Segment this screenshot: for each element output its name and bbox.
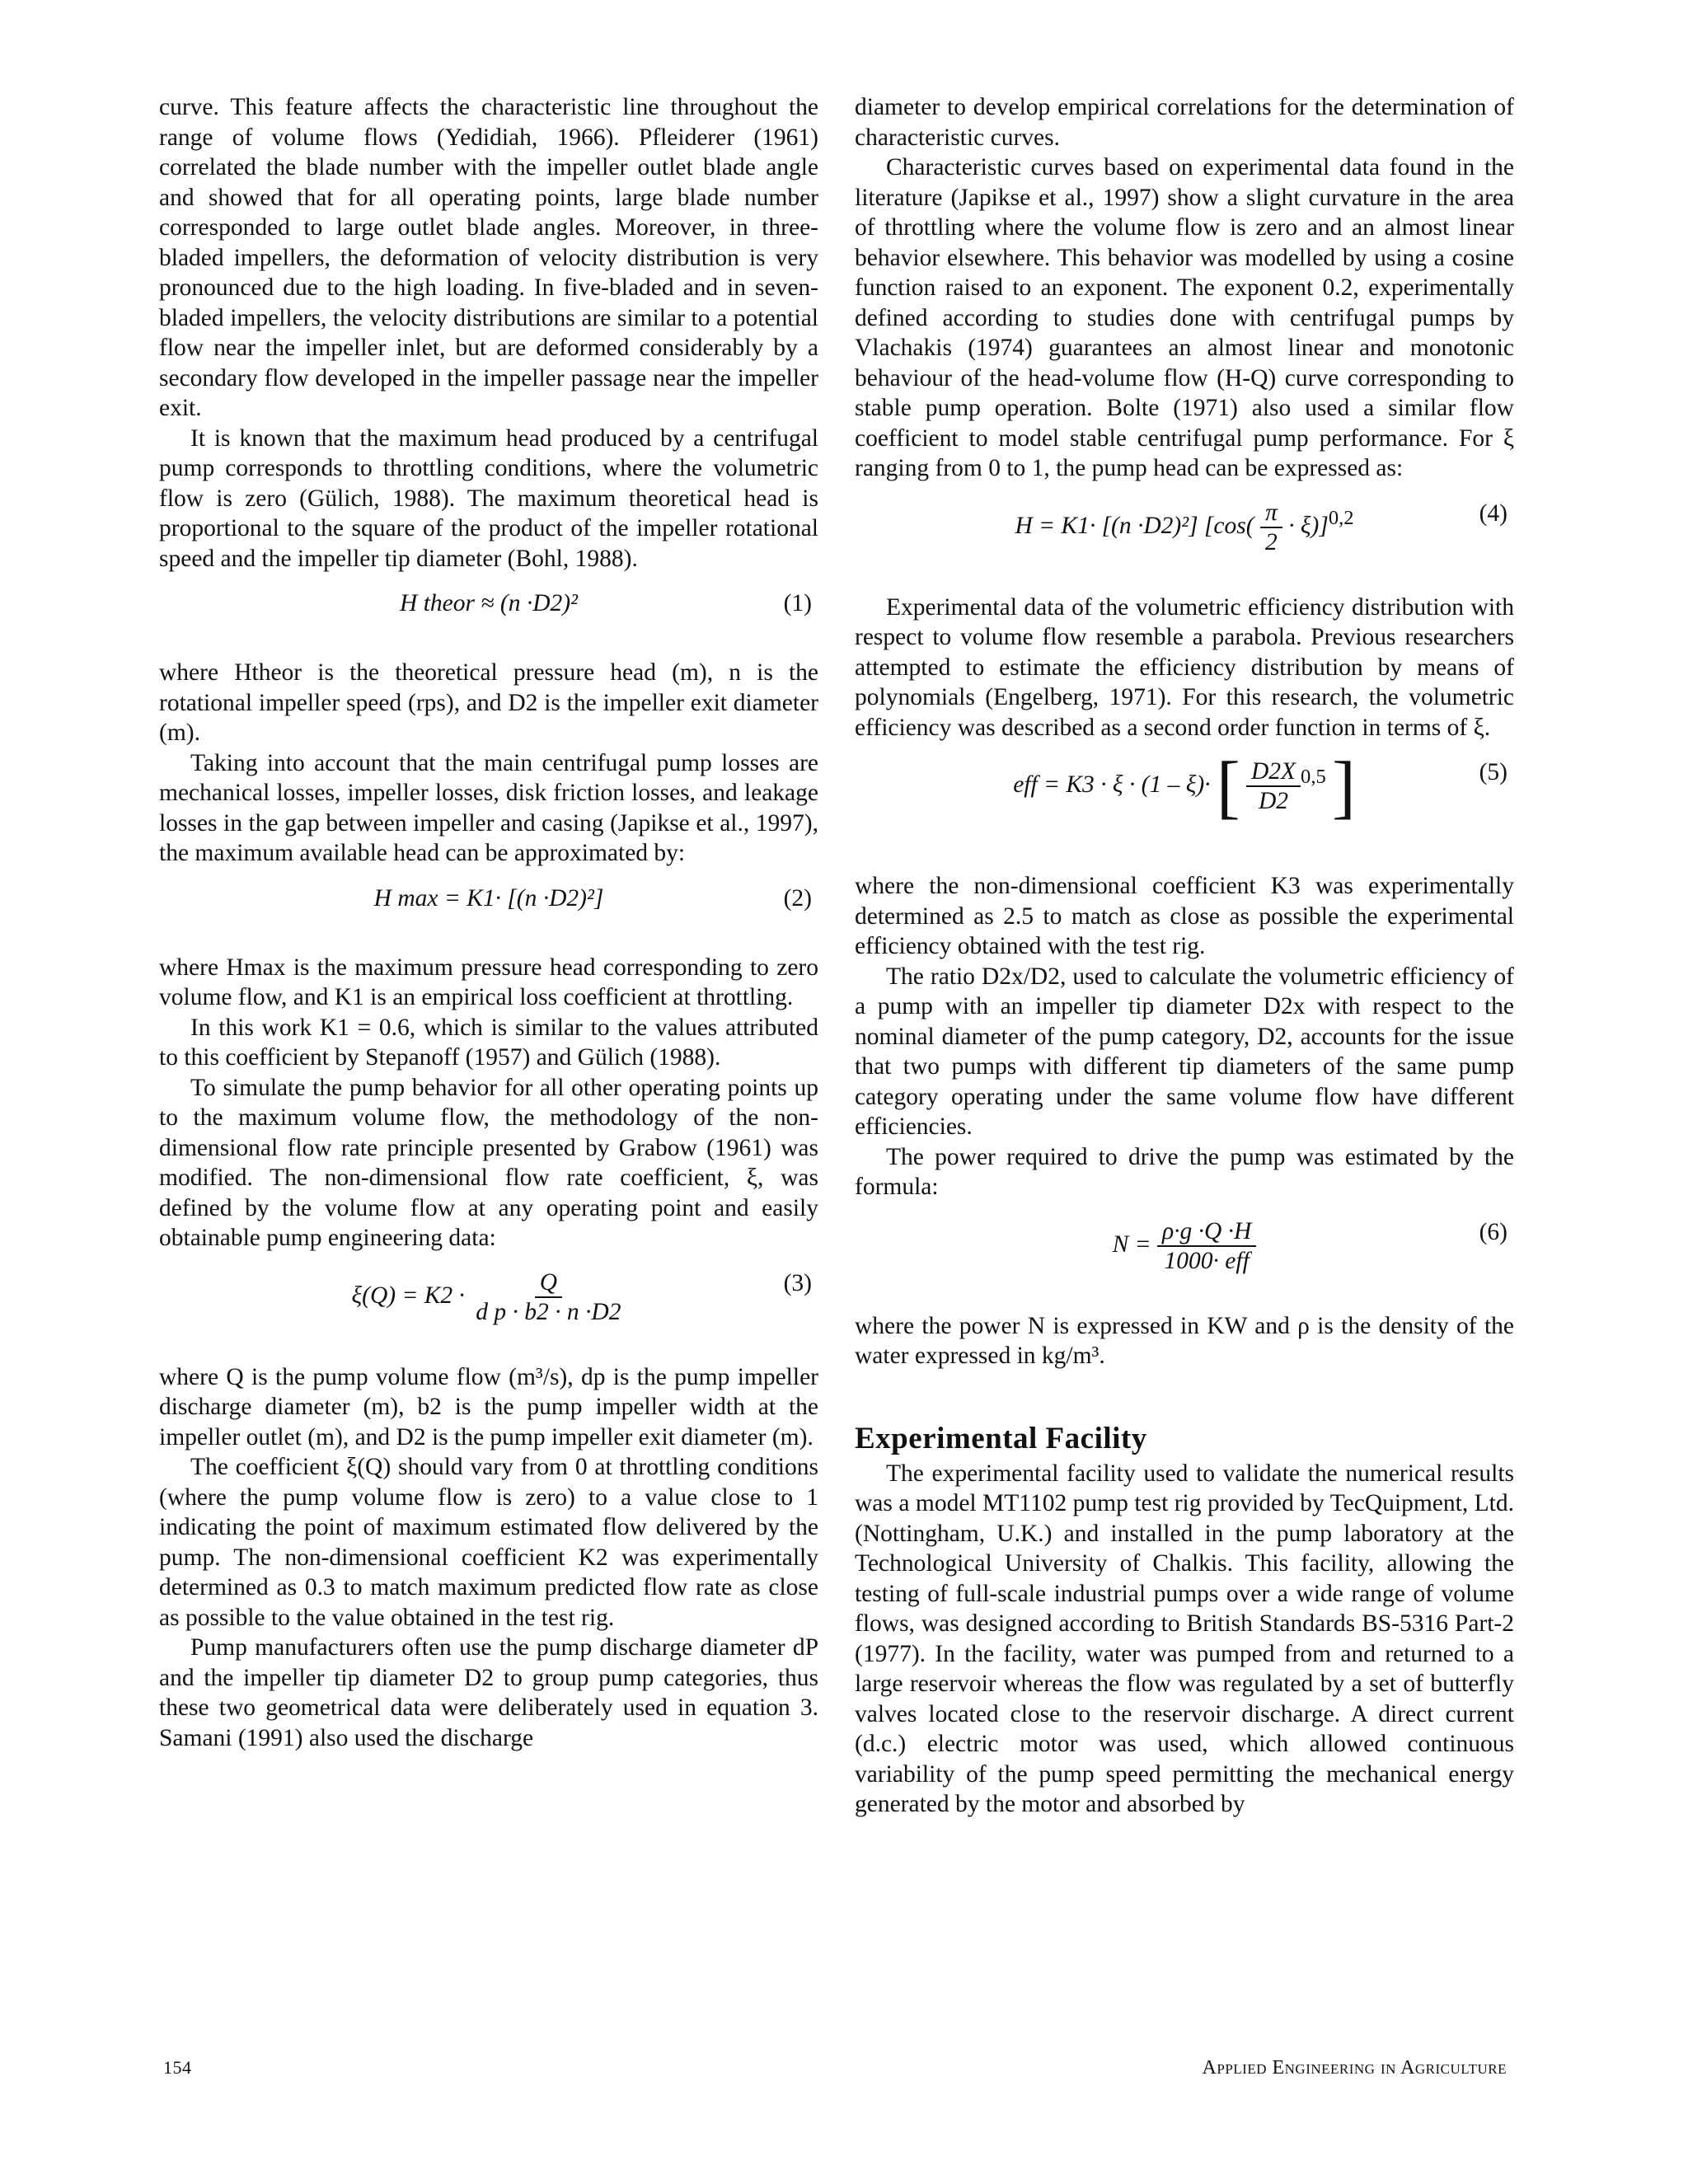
paragraph: where the power N is expressed in KW and ρ is the density of the water expressed in kg/m³. [855, 1312, 1514, 1369]
equation-1 [159, 588, 818, 646]
paragraph: where Hmax is the maximum pressure head corresponding to zero volume flow, and K1 is an empirical loss coefficient at throttling. [159, 954, 818, 1010]
paragraph: curve. This feature affects the characteristic line throughout the range of volume flows (Yedidiah, 1966). Pfleiderer (1961) correlated the blade number with the impeller outlet blade angle and showed that for all operating points, large blade number corresponded to large outlet blade angles. Moreover, in three-bladed impellers, the deformation of velocity distribution is very pronounced due to the high loading. In five-bladed and in seven-bladed impellers, the velocity distributions are similar to a potential flow near the impeller inlet, but are deformed considerably by a secondary flow developed in the impeller passage near the impeller exit. [159, 94, 818, 421]
equation-fraction [1246, 757, 1301, 815]
equation-3 [159, 1268, 818, 1351]
paragraph: Taking into account that the main centrifugal pump losses are mechanical losses, impeller losses, disk friction losses, and leakage losses in the gap between impeller and casing (Japikse et al., 1997), the maximum available head can be approximated by: [159, 749, 818, 866]
bracket-open: [ [1216, 747, 1240, 826]
equation-5 [855, 747, 1514, 860]
equation-fraction [471, 1268, 626, 1326]
equation-lhs: N = [1112, 1230, 1151, 1258]
equation-rhs: · ξ)] [1288, 512, 1329, 539]
equation-2 [159, 883, 818, 941]
fraction-numerator: ρ·g ·Q ·H [1157, 1217, 1256, 1247]
equation-exponent: 0,5 [1301, 765, 1326, 788]
page-number: 154 [163, 2057, 192, 2078]
equation-number: (2) [783, 884, 812, 912]
paragraph: where Htheor is the theoretical pressure head (m), n is the rotational impeller speed (rps), and D2 is the impeller exit diameter (m). [159, 659, 818, 746]
equation-fraction [1260, 499, 1282, 556]
fraction-denominator: 1000· eff [1164, 1247, 1250, 1274]
equation-exponent: 0,2 [1328, 506, 1354, 529]
equation-number: (5) [1479, 759, 1507, 785]
fraction-numerator: D2X [1246, 757, 1301, 787]
paragraph: Characteristic curves based on experimental data found in the literature (Japikse et al., 1997) show a slight curvature in the area of throttling where the volume flow is zero and an almost linear behavior elsewhere. This behavior was modelled by using a cosine function raised to an exponent. The exponent 0.2, experimentally defined according to studies done with centrifugal pumps by Vlachakis (1974) guarantees an almost linear and monotonic behaviour of the head-volume flow (H-Q) curve corresponding to stable pump operation. Bolte (1971) also used a similar flow coefficient to model stable centrifugal pump performance. For ξ ranging from 0 to 1, the pump head can be expressed as: [855, 154, 1514, 481]
equation-lhs: eff = K3 · ξ · (1 – ξ)· [1013, 771, 1211, 798]
paragraph: Pump manufacturers often use the pump discharge diameter dP and the impeller tip diameter D2 to group pump categories, thus these two geometrical data were deliberately used in equation 3. Samani (1991) also used the discharge [159, 1634, 818, 1751]
right-column [855, 92, 1514, 1820]
equation-expression: H max = K1· [(n ·D2)²] [373, 884, 604, 912]
left-column [159, 92, 818, 1753]
fraction-denominator: d p · b2 · n ·D2 [476, 1298, 621, 1325]
paragraph: The power required to drive the pump was estimated by the formula: [855, 1143, 1514, 1200]
fraction-numerator: Q [535, 1268, 562, 1298]
equation-number: (6) [1479, 1218, 1507, 1245]
section-heading: Experimental Facility [855, 1421, 1147, 1455]
equation-fraction [1157, 1217, 1256, 1275]
paragraph: To simulate the pump behavior for all other operating points up to the maximum volume flow, the methodology of the non-dimensional flow rate principle presented by Grabow (1961) was modified. The non-dimensional flow rate coefficient, ξ, was defined by the volume flow at any operating point and easily obtainable pump engineering data: [159, 1074, 818, 1251]
equation-number: (4) [1479, 499, 1507, 527]
paragraph: where Q is the pump volume flow (m³/s), dp is the pump impeller discharge diameter (m), b2 is the pump impeller width at the impeller outlet (m), and D2 is the pump impeller exit diameter (m). [159, 1363, 818, 1451]
equation-4 [855, 499, 1514, 581]
journal-name: Applied Engineering in Agriculture [1202, 2057, 1507, 2079]
equation-expression: H theor ≈ (n ·D2)² [400, 590, 578, 616]
equation-number: (1) [783, 590, 812, 616]
paragraph: diameter to develop empirical correlations for the determination of characteristic curves. [855, 94, 1514, 151]
paragraph: Experimental data of the volumetric efficiency distribution with respect to volume flow resemble a parabola. Previous researchers attempted to estimate the efficiency distribution by means of polynomials (Engelberg, 1971). For this research, the volumetric efficiency was described as a second order function in terms of ξ. [855, 593, 1514, 741]
fraction-denominator: 2 [1264, 528, 1278, 555]
paragraph: In this work K1 = 0.6, which is similar to the values attributed to this coefficient by Stepanoff (1957) and Gülich (1988). [159, 1014, 818, 1071]
equation-lhs: ξ(Q) = K2 · [351, 1282, 465, 1309]
equation-6 [855, 1217, 1514, 1300]
bracket-close: ] [1332, 747, 1356, 826]
paragraph: where the non-dimensional coefficient K3 was experimentally determined as 2.5 to match as close as possible the experimental efficiency obtained with the test rig. [855, 873, 1514, 959]
fraction-denominator: D2 [1258, 788, 1289, 814]
paragraph: It is known that the maximum head produced by a centrifugal pump corresponds to throttling conditions, where the volumetric flow is zero (Gülich, 1988). The maximum theoretical head is proportional to the square of the product of the impeller rotational speed and the impeller tip diameter (Bohl, 1988). [159, 424, 818, 572]
paragraph: The ratio D2x/D2, used to calculate the volumetric efficiency of a pump with an impeller tip diameter D2x with respect to the nominal diameter of the pump category, D2, accounts for the issue that two pumps with different tip diameters of the same pump category operating under the same volume flow have different efficiencies. [855, 963, 1514, 1140]
paragraph: The experimental facility used to validate the numerical results was a model MT1102 pump test rig provided by TecQuipment, Ltd. (Nottingham, U.K.) and installed in the pump laboratory at the Technological University of Chalkis. This facility, allowing the testing of full-scale industrial pumps over a wide range of volume flows, was designed according to British Standards BS-5316 Part-2 (1977). In the facility, water was pumped from and returned to a large reservoir whereas the flow was regulated by a set of butterfly valves located close to the reservoir discharge. A direct current (d.c.) electric motor was used, which allowed continuous variability of the pump speed permitting the mechanical energy generated by the motor and absorbed by [855, 1460, 1514, 1817]
equation-lhs: H = K1· [(n ·D2)²] [cos( [1015, 512, 1254, 539]
equation-number: (3) [783, 1269, 812, 1296]
fraction-numerator: π [1260, 499, 1282, 528]
paragraph: The coefficient ξ(Q) should vary from 0 at throttling conditions (where the pump volume flow is zero) to a value close to 1 indicating the point of maximum estimated flow delivered by the pump. The non-dimensional coefficient K2 was experimentally determined as 0.3 to match maximum predicted flow rate as close as possible to the value obtained in the test rig. [159, 1454, 818, 1631]
